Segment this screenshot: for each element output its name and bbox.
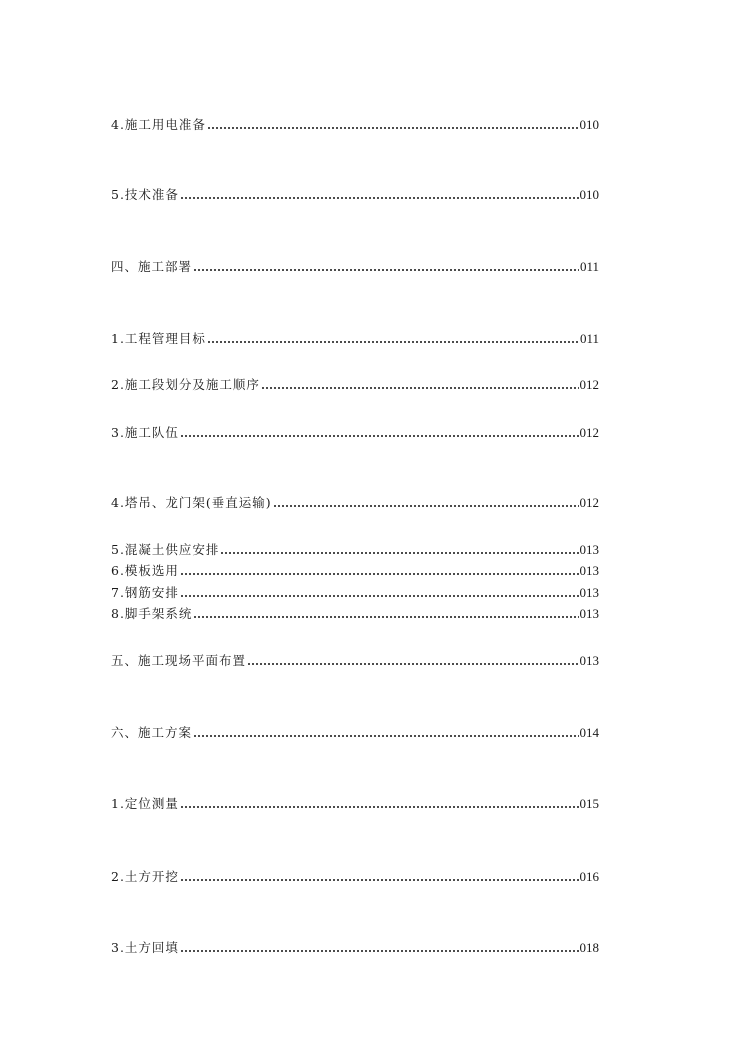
- dot-leader: [193, 605, 578, 623]
- toc-page-number: 015: [579, 796, 599, 811]
- toc-entry-title: 4.塔吊、龙门架(垂直运输): [111, 495, 272, 510]
- dot-leader: [207, 330, 579, 348]
- toc-line: [111, 584, 599, 602]
- toc-page-number: 013: [579, 542, 599, 557]
- toc-page-number: 013: [579, 563, 599, 578]
- toc-page-number: 018: [579, 940, 599, 955]
- toc-line: [111, 330, 599, 348]
- toc-entry-title: 六、施工方案: [111, 725, 193, 740]
- toc-page-number: 012: [579, 495, 599, 510]
- toc-entry-title: 3.施工队伍: [111, 425, 179, 440]
- toc-line: [111, 258, 599, 276]
- dot-leader: [247, 652, 578, 670]
- dot-leader: [273, 494, 579, 512]
- toc-entry-title: 五、施工现场平面布置: [111, 653, 247, 668]
- toc-entry-title: 1.定位测量: [111, 796, 179, 811]
- toc-line: [111, 652, 599, 670]
- toc-page-number: 013: [579, 653, 599, 668]
- toc-page-number: 011: [579, 259, 599, 274]
- dot-leader: [180, 939, 579, 957]
- toc-page-number: 010: [579, 117, 599, 132]
- toc-page-number: 016: [579, 869, 599, 884]
- toc-entry-title: 5.技术准备: [111, 187, 179, 202]
- toc-line: [111, 939, 599, 957]
- dot-leader: [207, 116, 579, 134]
- toc-line: [111, 186, 599, 204]
- toc-line: [111, 562, 599, 580]
- toc-entry-title: 2.土方开挖: [111, 869, 179, 884]
- dot-leader: [220, 541, 578, 559]
- toc-line: [111, 724, 599, 742]
- dot-leader: [193, 258, 579, 276]
- dot-leader: [180, 868, 579, 886]
- toc-line: [111, 424, 599, 442]
- toc-entry-title: 3.土方回填: [111, 940, 179, 955]
- toc-entry-title: 7.钢筋安排: [111, 585, 179, 600]
- toc-entry-title: 2.施工段划分及施工顺序: [111, 377, 260, 392]
- toc-page-number: 012: [579, 377, 599, 392]
- dot-leader: [180, 424, 579, 442]
- toc-page-number: 013: [579, 606, 599, 621]
- toc-page-number: 011: [579, 331, 599, 346]
- toc-page-number: 012: [579, 425, 599, 440]
- toc-line: [111, 868, 599, 886]
- toc-page-number: 010: [579, 187, 599, 202]
- dot-leader: [193, 724, 578, 742]
- toc-line: [111, 494, 599, 512]
- toc-line: [111, 376, 599, 394]
- toc-line: [111, 541, 599, 559]
- dot-leader: [180, 584, 579, 602]
- dot-leader: [180, 186, 579, 204]
- toc-entry-title: 8.脚手架系统: [111, 606, 193, 621]
- dot-leader: [180, 795, 579, 813]
- toc-line: [111, 795, 599, 813]
- toc-entry-title: 6.模板选用: [111, 563, 179, 578]
- toc-page-number: 014: [579, 725, 599, 740]
- toc-entry-title: 5.混凝土供应安排: [111, 542, 220, 557]
- toc-page-number: 013: [579, 585, 599, 600]
- dot-leader: [261, 376, 579, 394]
- toc-entry-title: 1.工程管理目标: [111, 331, 206, 346]
- toc-entry-title: 4.施工用电准备: [111, 117, 206, 132]
- toc-entry-title: 四、施工部署: [111, 259, 193, 274]
- toc-line: [111, 116, 599, 134]
- toc-line: [111, 605, 599, 623]
- dot-leader: [180, 562, 579, 580]
